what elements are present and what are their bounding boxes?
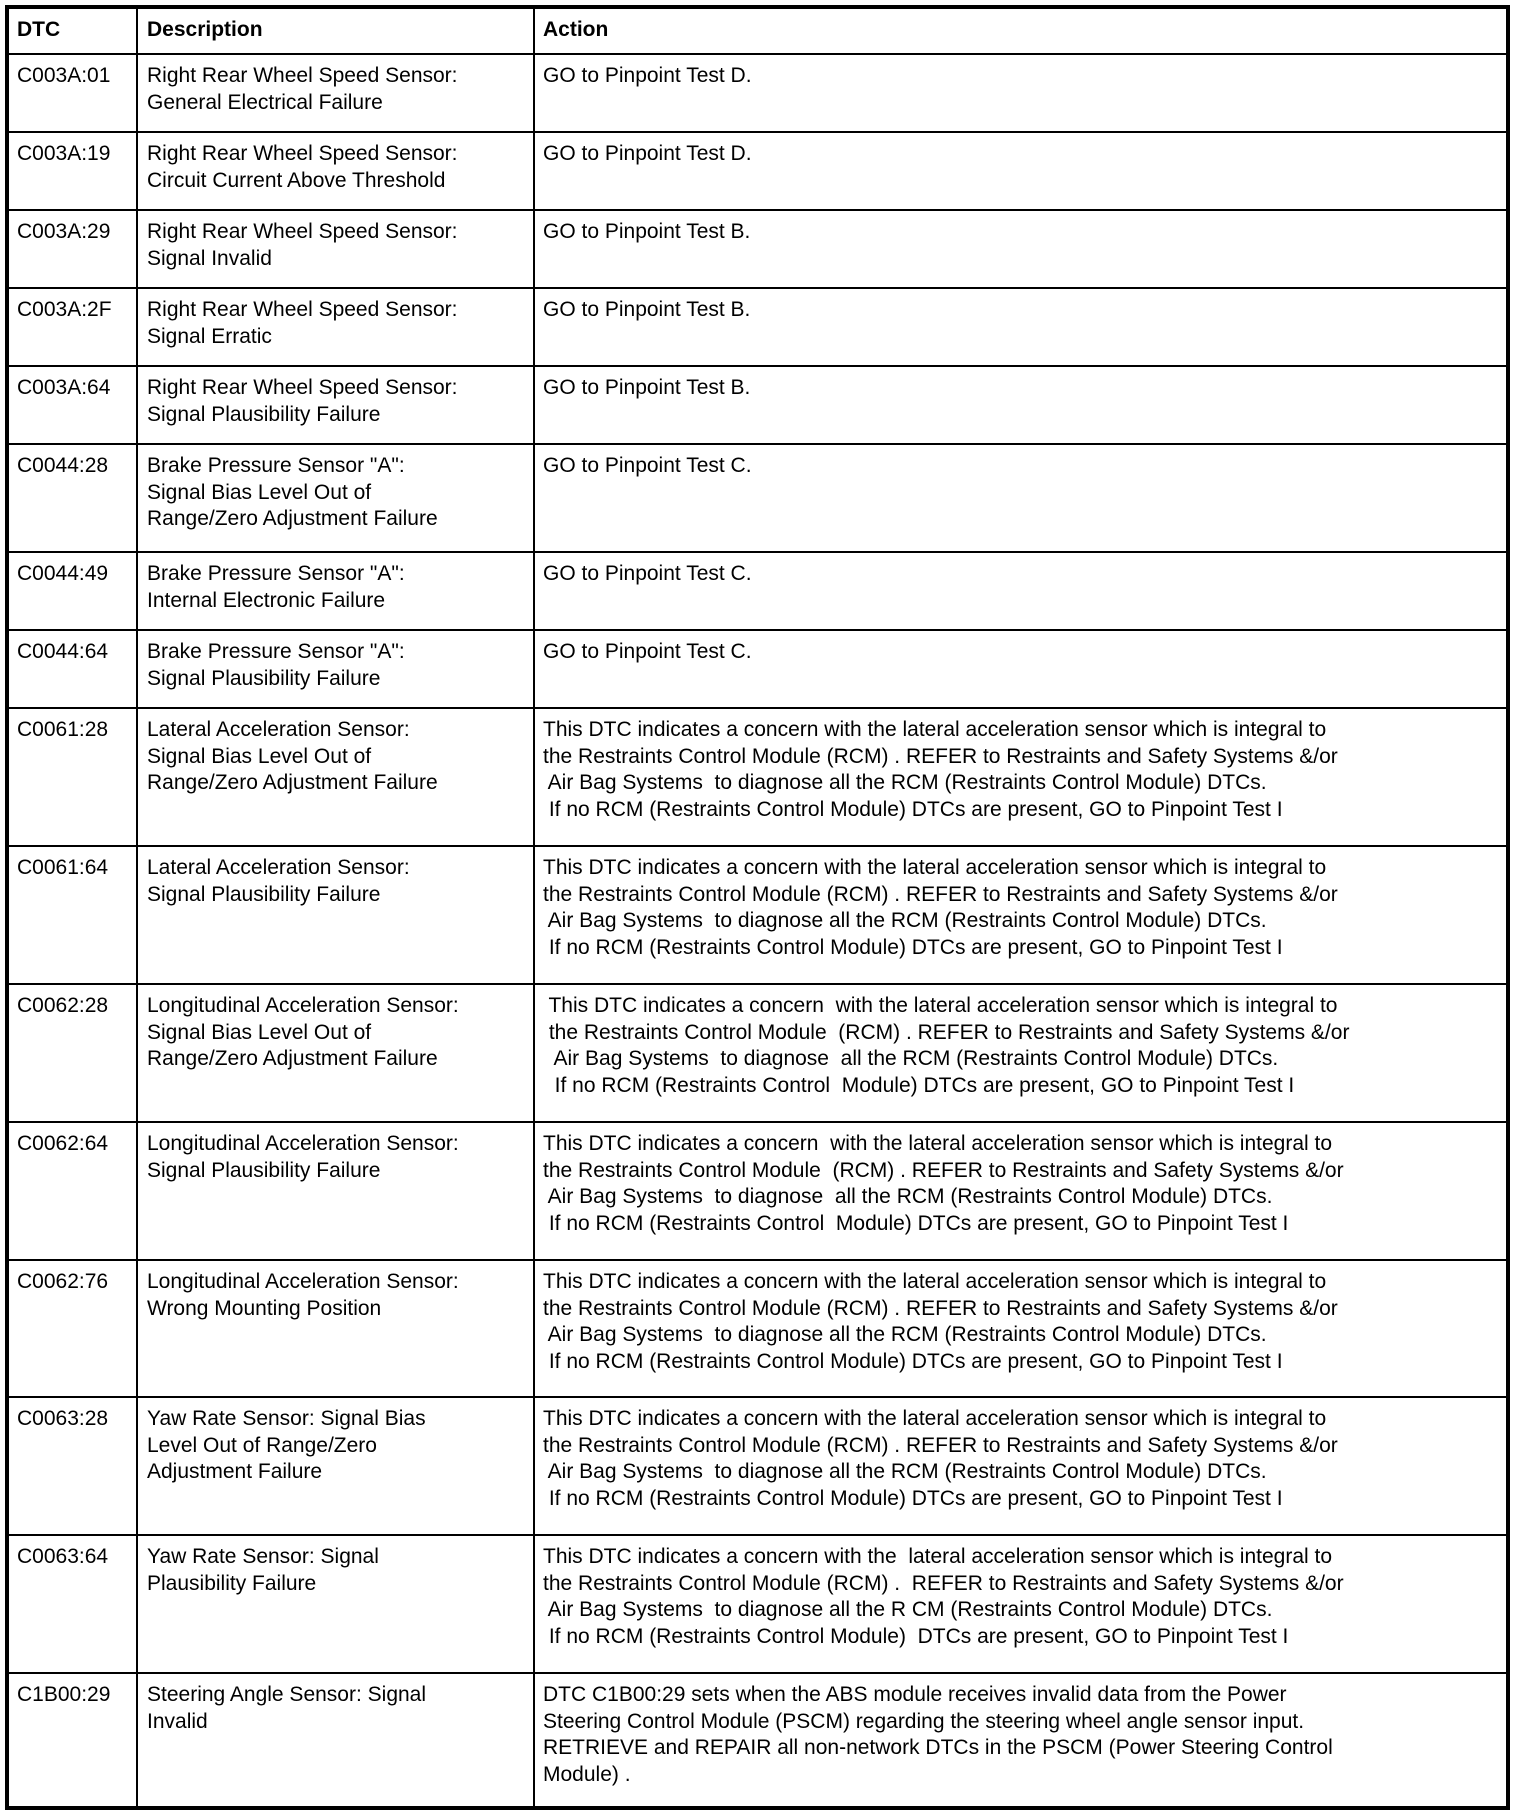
dtc-code: C003A:01 <box>17 64 111 87</box>
description-line: Steering Angle Sensor: Signal <box>147 1683 427 1706</box>
description-line: Wrong Mounting Position <box>147 1296 382 1320</box>
description-line: Right Rear Wheel Speed Sensor: <box>147 376 458 399</box>
dtc-description <box>136 985 533 1121</box>
description-line: Yaw Rate Sensor: Signal Bias <box>147 1407 426 1430</box>
dtc-table <box>5 5 1510 1810</box>
dtc-code: C0063:28 <box>17 1407 109 1430</box>
dtc-code: C0061:28 <box>17 718 109 741</box>
dtc-action <box>533 709 1506 845</box>
action-line: GO to Pinpoint Test D. <box>543 142 752 165</box>
action-line: GO to Pinpoint Test B. <box>543 376 751 399</box>
dtc-code: C0044:64 <box>17 640 109 663</box>
dtc-description <box>136 1398 533 1534</box>
dtc-action <box>533 367 1506 443</box>
dtc-action <box>533 211 1506 287</box>
description-line: Range/Zero Adjustment Failure <box>147 1047 438 1070</box>
action-line: RETRIEVE and REPAIR all non-network DTCs in the PSCM (Power Steering Control <box>543 1736 1333 1759</box>
dtc-description <box>136 289 533 365</box>
dtc-description <box>136 133 533 209</box>
dtc-code: C0063:64 <box>17 1545 109 1568</box>
description-line: Signal Plausibility Failure <box>147 882 381 906</box>
dtc-action <box>533 1123 1506 1259</box>
action-line: This DTC indicates a concern with the lateral acceleration sensor which is integral to <box>543 1407 1327 1430</box>
description-line: Right Rear Wheel Speed Sensor: <box>147 64 458 87</box>
dtc-action <box>533 289 1506 365</box>
description-line: Signal Plausibility Failure <box>147 402 381 426</box>
action-line: the Restraints Control Module (RCM) . REFER to Restraints and Safety Systems &/or <box>543 744 1338 768</box>
table-row <box>9 845 1506 983</box>
description-line: Brake Pressure Sensor "A": <box>147 562 405 585</box>
dtc-action <box>533 847 1506 983</box>
action-line: the Restraints Control Module (RCM) . REFER to Restraints and Safety Systems &/or <box>543 1433 1338 1457</box>
action-line: the Restraints Control Module (RCM) . REFER to Restraints and Safety Systems &/or <box>543 1571 1344 1595</box>
description-line: Signal Plausibility Failure <box>147 666 381 690</box>
action-line: This DTC indicates a concern with the lateral acceleration sensor which is integral to <box>543 1270 1327 1293</box>
header-dtc: DTC <box>17 18 61 41</box>
dtc-description <box>136 553 533 629</box>
description-line: Brake Pressure Sensor "A": <box>147 640 405 663</box>
description-line: Right Rear Wheel Speed Sensor: <box>147 220 458 243</box>
action-line: Air Bag Systems to diagnose all the RCM (Restraints Control Module) DTCs. <box>543 909 1267 932</box>
dtc-description <box>136 445 533 551</box>
description-line: General Electrical Failure <box>147 90 383 114</box>
action-line: the Restraints Control Module (RCM) . REFER to Restraints and Safety Systems &/or <box>543 1296 1338 1320</box>
description-line: Plausibility Failure <box>147 1571 317 1595</box>
dtc-action <box>533 1674 1506 1806</box>
action-line: If no RCM (Restraints Control Module) DTCs are present, GO to Pinpoint Test I <box>543 797 1283 821</box>
description-line: Right Rear Wheel Speed Sensor: <box>147 142 458 165</box>
action-line: If no RCM (Restraints Control Module) DTCs are present, GO to Pinpoint Test I <box>543 1624 1289 1648</box>
dtc-action <box>533 553 1506 629</box>
action-line: This DTC indicates a concern with the lateral acceleration sensor which is integral to <box>543 1545 1333 1568</box>
table-row <box>9 53 1506 131</box>
dtc-code: C0062:76 <box>17 1270 109 1293</box>
dtc-description <box>136 211 533 287</box>
action-line: This DTC indicates a concern with the lateral acceleration sensor which is integral to <box>543 994 1338 1017</box>
action-line: DTC C1B00:29 sets when the ABS module receives invalid data from the Power <box>543 1683 1287 1706</box>
description-line: Longitudinal Acceleration Sensor: <box>147 1132 459 1155</box>
dtc-action <box>533 1536 1506 1672</box>
action-line: This DTC indicates a concern with the lateral acceleration sensor which is integral to <box>543 1132 1333 1155</box>
dtc-description <box>136 367 533 443</box>
table-row <box>9 1259 1506 1396</box>
dtc-action <box>533 55 1506 131</box>
description-line: Range/Zero Adjustment Failure <box>147 507 438 530</box>
description-line: Invalid <box>147 1709 208 1733</box>
dtc-action <box>533 1261 1506 1396</box>
table-row <box>9 443 1506 551</box>
action-line: Air Bag Systems to diagnose all the RCM (Restraints Control Module) DTCs. <box>543 1047 1279 1070</box>
description-line: Lateral Acceleration Sensor: <box>147 718 410 741</box>
header-action: Action <box>533 9 1506 57</box>
dtc-code: C0044:28 <box>17 454 109 477</box>
description-line: Signal Bias Level Out of <box>147 1020 372 1044</box>
action-line: If no RCM (Restraints Control Module) DTCs are present, GO to Pinpoint Test I <box>543 1486 1283 1510</box>
action-line: the Restraints Control Module (RCM) . REFER to Restraints and Safety Systems &/or <box>543 1158 1344 1182</box>
action-line: If no RCM (Restraints Control Module) DTCs are present, GO to Pinpoint Test I <box>543 1073 1295 1097</box>
description-line: Level Out of Range/Zero <box>147 1433 377 1457</box>
table-row <box>9 1672 1506 1806</box>
description-line: Right Rear Wheel Speed Sensor: <box>147 298 458 321</box>
description-line: Signal Erratic <box>147 324 272 348</box>
table-row <box>9 1396 1506 1534</box>
description-line: Brake Pressure Sensor "A": <box>147 454 405 477</box>
action-line: GO to Pinpoint Test C. <box>543 562 752 585</box>
table-row <box>9 551 1506 629</box>
action-line: GO to Pinpoint Test D. <box>543 64 752 87</box>
action-line: Air Bag Systems to diagnose all the RCM (Restraints Control Module) DTCs. <box>543 1323 1267 1346</box>
dtc-description <box>136 55 533 131</box>
dtc-action <box>533 631 1506 707</box>
action-line: Air Bag Systems to diagnose all the R CM (Restraints Control Module) DTCs. <box>543 1598 1273 1621</box>
description-line: Adjustment Failure <box>147 1460 323 1483</box>
action-line: GO to Pinpoint Test C. <box>543 640 752 663</box>
table-row <box>9 1121 1506 1259</box>
dtc-code: C0044:49 <box>17 562 109 585</box>
description-line: Lateral Acceleration Sensor: <box>147 856 410 879</box>
dtc-action <box>533 1398 1506 1534</box>
action-line: the Restraints Control Module (RCM) . REFER to Restraints and Safety Systems &/or <box>543 882 1338 906</box>
dtc-action <box>533 985 1506 1121</box>
dtc-description <box>136 1536 533 1672</box>
action-line: GO to Pinpoint Test B. <box>543 298 751 321</box>
action-line: GO to Pinpoint Test B. <box>543 220 751 243</box>
action-line: Air Bag Systems to diagnose all the RCM (Restraints Control Module) DTCs. <box>543 771 1267 794</box>
dtc-code: C003A:2F <box>17 298 112 321</box>
table-row <box>9 365 1506 443</box>
description-line: Range/Zero Adjustment Failure <box>147 771 438 794</box>
dtc-action <box>533 445 1506 551</box>
dtc-description <box>136 709 533 845</box>
action-line: GO to Pinpoint Test C. <box>543 454 752 477</box>
table-row <box>9 1534 1506 1672</box>
action-line: This DTC indicates a concern with the lateral acceleration sensor which is integral to <box>543 718 1327 741</box>
header-description: Description <box>136 9 533 57</box>
action-line: If no RCM (Restraints Control Module) DTCs are present, GO to Pinpoint Test I <box>543 1211 1289 1235</box>
dtc-description <box>136 1123 533 1259</box>
dtc-code: C003A:19 <box>17 142 111 165</box>
description-line: Signal Bias Level Out of <box>147 480 372 504</box>
action-line: the Restraints Control Module (RCM) . REFER to Restraints and Safety Systems &/or <box>543 1020 1350 1044</box>
action-line: Air Bag Systems to diagnose all the RCM (Restraints Control Module) DTCs. <box>543 1185 1273 1208</box>
table-row <box>9 629 1506 707</box>
table-row <box>9 131 1506 209</box>
table-row <box>9 983 1506 1121</box>
description-line: Internal Electronic Failure <box>147 588 386 612</box>
table-header-row <box>9 9 1506 57</box>
dtc-action <box>533 133 1506 209</box>
action-line: Air Bag Systems to diagnose all the RCM (Restraints Control Module) DTCs. <box>543 1460 1267 1483</box>
dtc-code: C003A:64 <box>17 376 111 399</box>
action-line: This DTC indicates a concern with the lateral acceleration sensor which is integral to <box>543 856 1327 879</box>
action-line: If no RCM (Restraints Control Module) DTCs are present, GO to Pinpoint Test I <box>543 1349 1283 1373</box>
dtc-code: C0062:64 <box>17 1132 109 1155</box>
dtc-description <box>136 1261 533 1396</box>
description-line: Signal Invalid <box>147 246 272 270</box>
dtc-description <box>136 1674 533 1806</box>
description-line: Signal Plausibility Failure <box>147 1158 381 1182</box>
description-line: Longitudinal Acceleration Sensor: <box>147 1270 459 1293</box>
description-line: Longitudinal Acceleration Sensor: <box>147 994 459 1017</box>
dtc-code: C0061:64 <box>17 856 109 879</box>
dtc-code: C1B00:29 <box>17 1683 111 1706</box>
table-row <box>9 287 1506 365</box>
dtc-description <box>136 847 533 983</box>
dtc-code: C003A:29 <box>17 220 111 243</box>
table-row <box>9 707 1506 845</box>
action-line: If no RCM (Restraints Control Module) DTCs are present, GO to Pinpoint Test I <box>543 935 1283 959</box>
description-line: Signal Bias Level Out of <box>147 744 372 768</box>
dtc-description <box>136 631 533 707</box>
action-line: Module) . <box>543 1762 631 1786</box>
description-line: Circuit Current Above Threshold <box>147 168 446 192</box>
action-line: Steering Control Module (PSCM) regarding the steering wheel angle sensor input. <box>543 1709 1305 1733</box>
description-line: Yaw Rate Sensor: Signal <box>147 1545 379 1568</box>
table-row <box>9 209 1506 287</box>
dtc-code: C0062:28 <box>17 994 109 1017</box>
